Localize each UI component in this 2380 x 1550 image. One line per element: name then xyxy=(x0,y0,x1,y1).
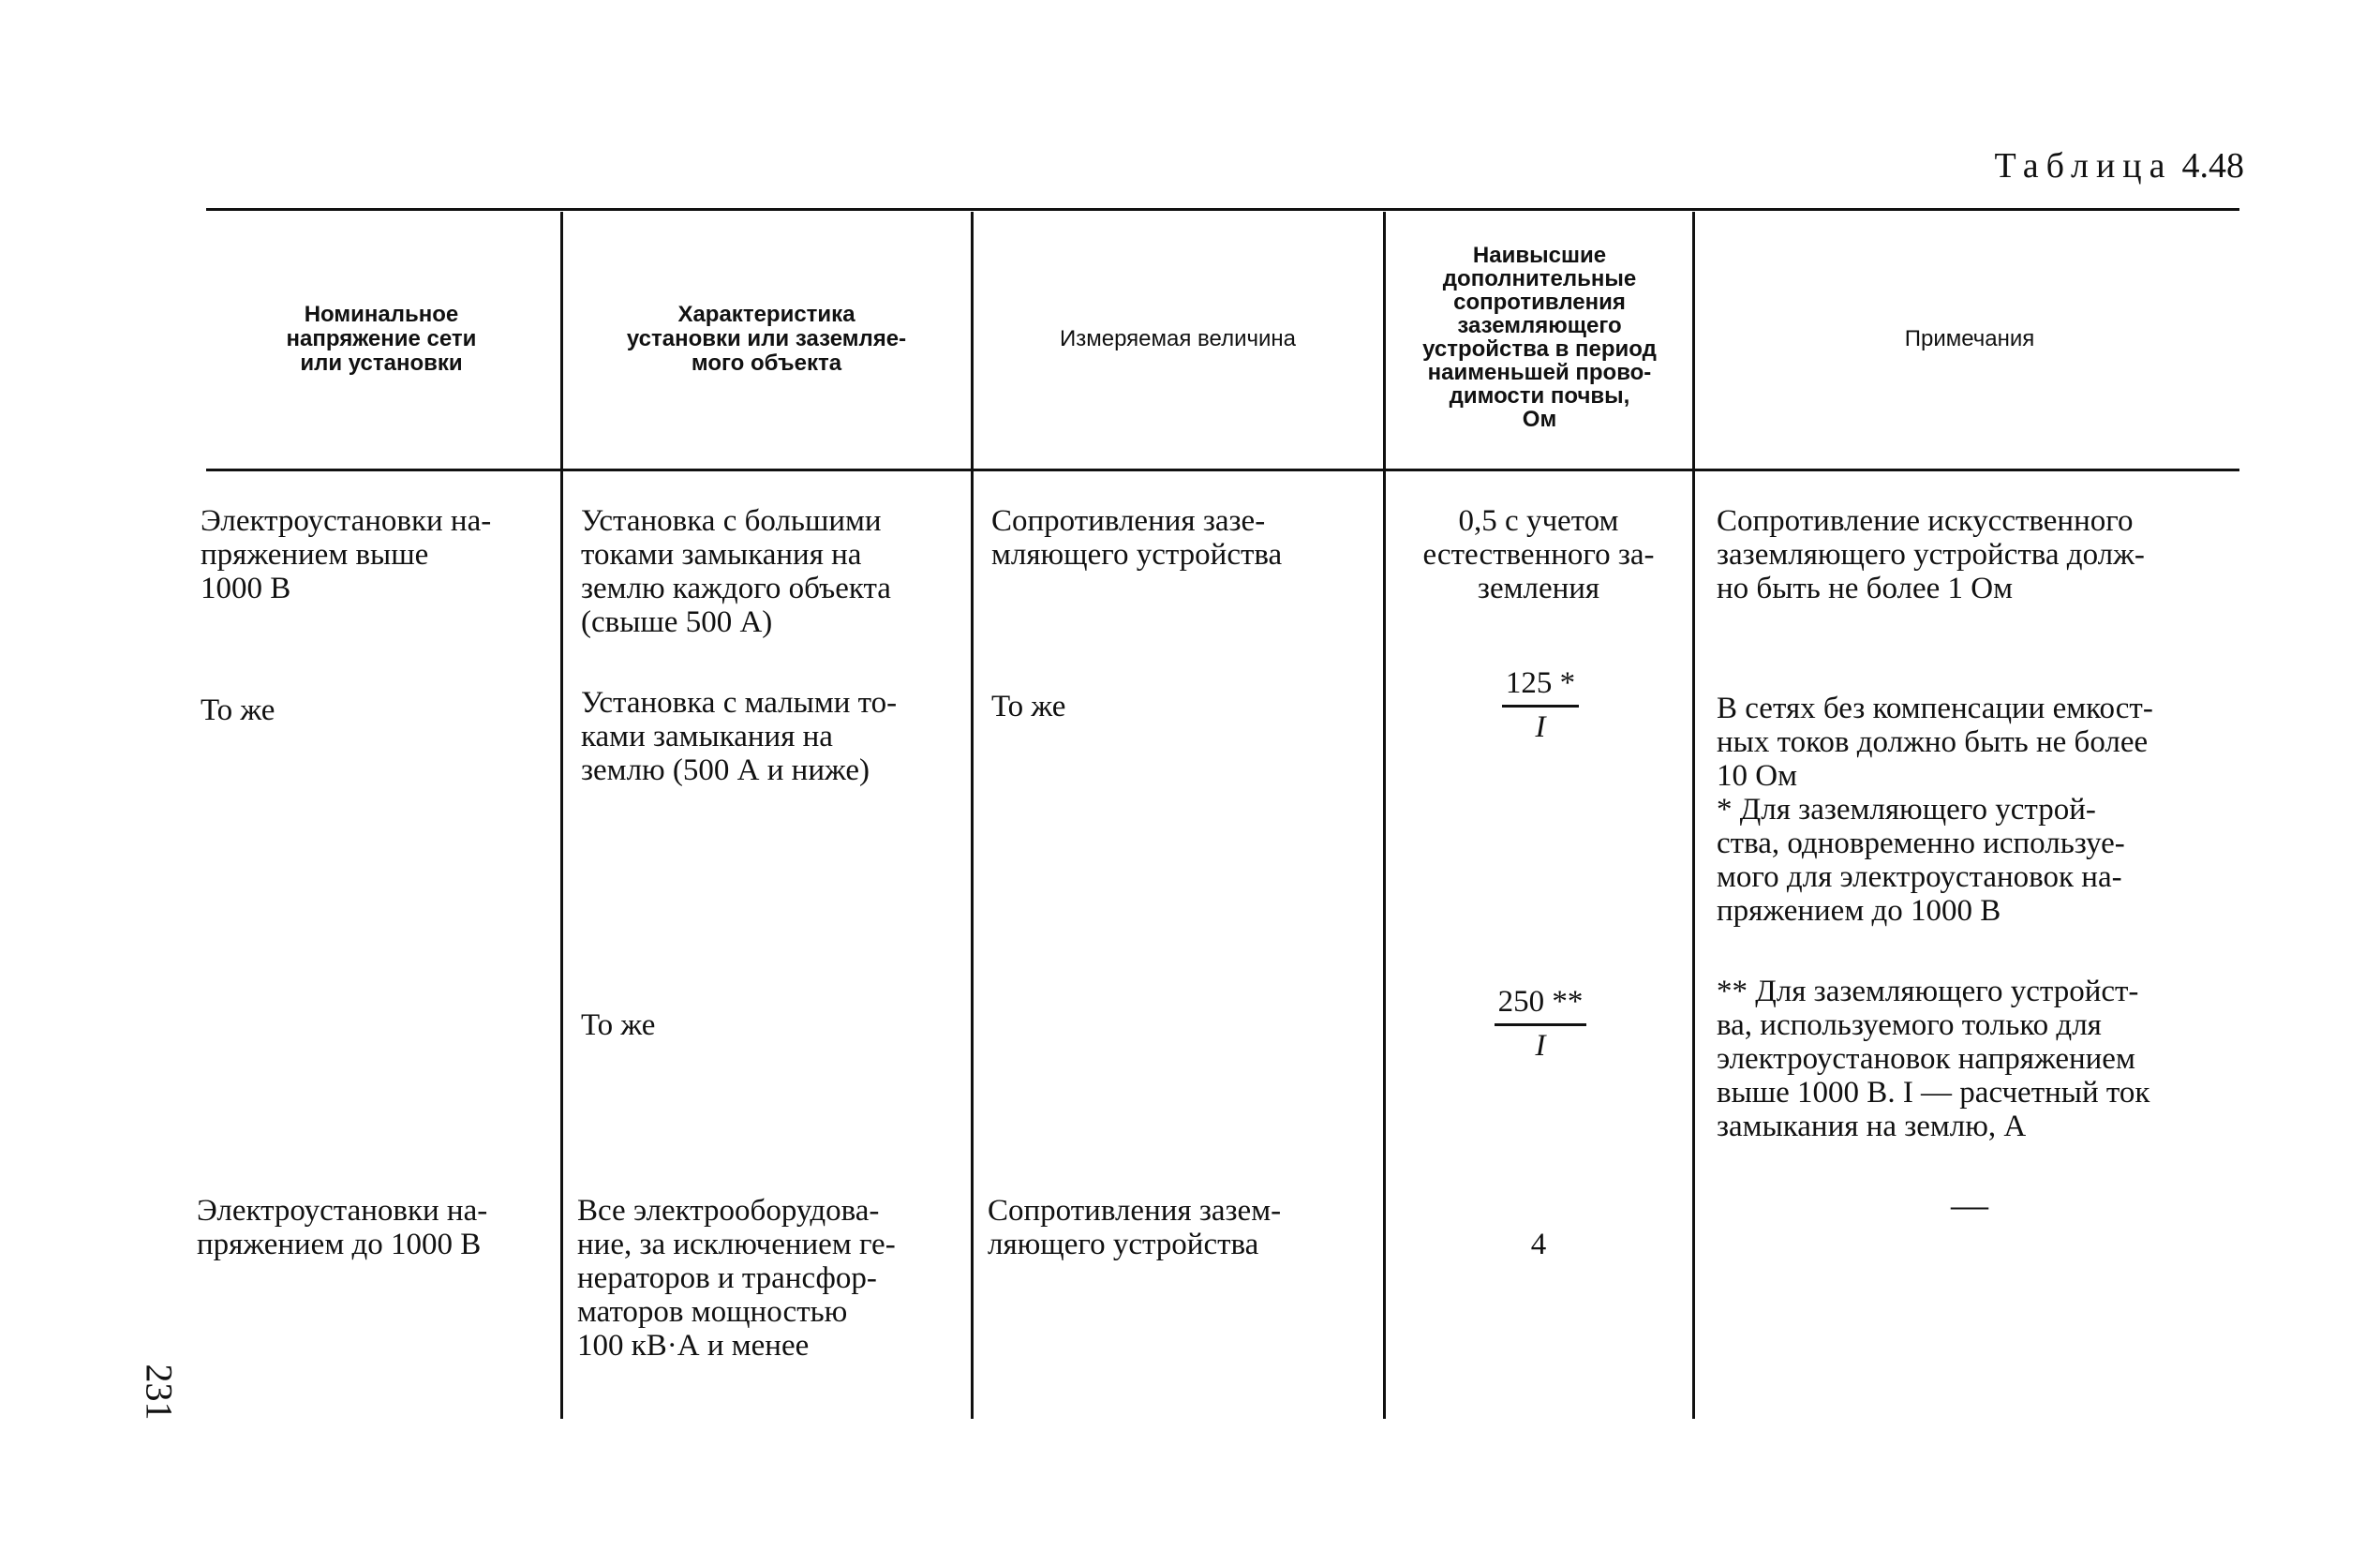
column-divider-1 xyxy=(560,212,563,1419)
row3-resistance-numerator: 250 ** xyxy=(1495,984,1587,1026)
row1-resistance: 0,5 с учетом естественного за- земления xyxy=(1422,504,1655,605)
row1-characteristic: Установка с большими токами замыкания на землю каждого объекта (свыше 500 А) xyxy=(581,504,891,639)
row1-voltage: Электроустановки на- пряжением выше 1000 В xyxy=(201,504,492,605)
page-number: 231 xyxy=(138,1364,181,1421)
row2-measured: То же xyxy=(991,690,1066,723)
table-title-number: 4.48 xyxy=(2181,146,2244,186)
row4-notes: — xyxy=(1951,1184,1988,1226)
header-resistance xyxy=(1391,225,1688,450)
header-characteristic-text: Характеристика установки или заземляе- мого объекта xyxy=(626,302,907,376)
row2-notes: В сетях без компенсации емкост- ных токов должно быть не более 10 Ом * Для заземляющего устрой- ства, одновременно используе- мого для электроустановок на- пряжением до 1000 В xyxy=(1717,692,2153,928)
row1-measured: Сопротивления зазе- мляющего устройства xyxy=(991,504,1283,572)
row3-characteristic: То же xyxy=(581,1008,656,1042)
row2-resistance-numerator: 125 * xyxy=(1502,665,1579,708)
header-resistance-text: Наивысшие дополнительные сопротивления заземляющего устройства в период наименьшей прово- димости почвы, Ом xyxy=(1422,243,1657,432)
column-divider-2 xyxy=(971,212,974,1419)
header-characteristic xyxy=(568,212,965,467)
header-measured-text: Измеряемая величина xyxy=(1060,326,1296,351)
row1-notes: Сопротивление искусственного заземляющего устройства долж- но быть не более 1 Ом xyxy=(1717,504,2145,605)
header-notes-text: Примечания xyxy=(1904,326,2035,351)
column-divider-3 xyxy=(1383,212,1386,1419)
row4-measured: Сопротивления зазем- ляющего устройства xyxy=(988,1194,1282,1261)
row3-notes: ** Для заземляющего устройст- ва, используемого только для электроустановок напряжением выше 1000 В. I — расчетный ток замыкания на землю, А xyxy=(1717,975,2150,1143)
column-divider-4 xyxy=(1692,212,1695,1419)
table-top-rule xyxy=(206,208,2239,211)
row2-resistance-fraction xyxy=(1484,665,1597,745)
header-notes xyxy=(1700,212,2239,467)
row4-voltage: Электроустановки на- пряжением до 1000 В xyxy=(197,1194,488,1261)
table-title xyxy=(1940,145,2244,186)
header-bottom-rule xyxy=(206,469,2239,471)
row3-resistance-denominator: I xyxy=(1535,1029,1546,1063)
header-measured xyxy=(978,212,1377,467)
row2-characteristic: Установка с малыми то- ками замыкания на землю (500 А и ниже) xyxy=(581,686,898,787)
header-voltage xyxy=(208,212,555,467)
row4-resistance: 4 xyxy=(1530,1228,1547,1261)
row3-resistance-fraction xyxy=(1475,984,1606,1064)
table-title-word: Таблица xyxy=(1994,146,2173,186)
row4-characteristic: Все электрооборудова- ние, за исключением ге- нераторов и трансфор- маторов мощностью 100 кВ·А и менее xyxy=(577,1194,896,1363)
row2-voltage: То же xyxy=(201,693,275,727)
row2-resistance-denominator: I xyxy=(1535,710,1546,744)
header-voltage-text: Номинальное напряжение сети или установки xyxy=(286,302,477,376)
